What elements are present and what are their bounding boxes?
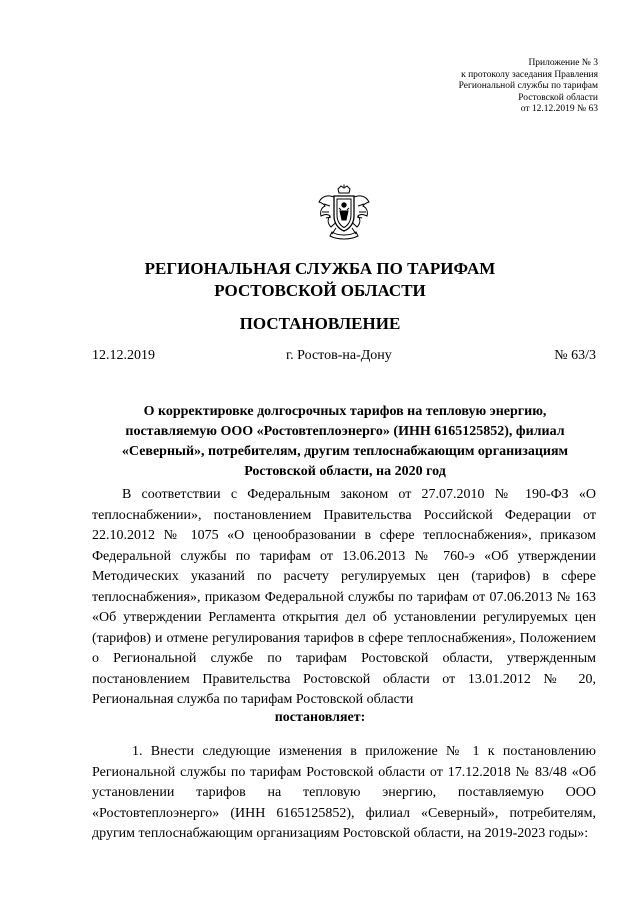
subject-line: О корректировке долгосрочных тарифов на тепловую энергию, xyxy=(143,404,547,419)
subject-line: «Северный», потребителям, другим теплоснабжающим организациям xyxy=(121,444,569,459)
coat-of-arms-icon xyxy=(316,184,372,242)
document-city: г. Ростов-на-Дону xyxy=(286,348,392,363)
appendix-line: от 12.12.2019 № 63 xyxy=(520,104,598,114)
document-date: 12.12.2019 xyxy=(92,348,155,363)
appendix-line: Региональной службы по тарифам xyxy=(458,81,598,91)
document-type-heading: ПОСТАНОВЛЕНИЕ xyxy=(239,314,401,333)
org-title-line: РОСТОВСКОЙ ОБЛАСТИ xyxy=(214,281,426,300)
document-subject xyxy=(90,402,600,482)
document-number: № 63/3 xyxy=(554,348,596,363)
item-1-paragraph: 1. Внести следующие изменения в приложение № 1 к постановлению Региональной службы по тарифам Ростовской области от 17.12.2018 № 83/48 «Об установлении тарифов на тепловую энергию, поставляемую ООО «Ростовтеплоэнерго» (ИНН 6165125852), филиал «Северный», потребителям, другим теплоснабжающим организациям Ростовской области, на 2019-2023 годы»: xyxy=(92,744,596,841)
subject-line: Ростовской области, на 2020 год xyxy=(244,464,446,479)
organization-title xyxy=(0,258,640,302)
document-meta xyxy=(92,345,596,367)
preamble-paragraph: В соответствии с Федеральным законом от 27.07.2010 № 190-ФЗ «О теплоснабжении», постановлением Правительства Российской Федерации от 22.10.2012 № 1075 «О ценообразовании в сфере теплоснабжения», приказом Федеральной службы по тарифам от 13.06.2013 № 760-э «Об утверждении Методических указаний по расчету регулируемых цен (тарифов) в сфере теплоснабжения», приказом Федеральной службы по тарифам от 07.06.2013 № 163 «Об утверждении Регламента открытия дел об установлении регулируемых цен (тарифов) и отмене регулирования тарифов в сфере теплоснабжения», Положением о Региональной службе по тарифам Ростовской области, утвержденным постановлением Правительства Ростовской области от 13.01.2012 № 20, Региональная служба по тарифам Ростовской области xyxy=(92,487,596,707)
resolves-heading: постановляет: xyxy=(274,710,366,725)
appendix-note xyxy=(459,58,598,116)
subject-line: поставляемую ООО «Ростовтеплоэнерго» (ИНН 6165125852), филиал xyxy=(125,424,565,439)
appendix-line: Ростовской области xyxy=(518,92,598,103)
org-title-line: РЕГИОНАЛЬНАЯ СЛУЖБА ПО ТАРИФАМ xyxy=(144,259,496,278)
appendix-line: к протоколу заседания Правления xyxy=(461,69,598,80)
appendix-line: Приложение № 3 xyxy=(528,58,598,68)
